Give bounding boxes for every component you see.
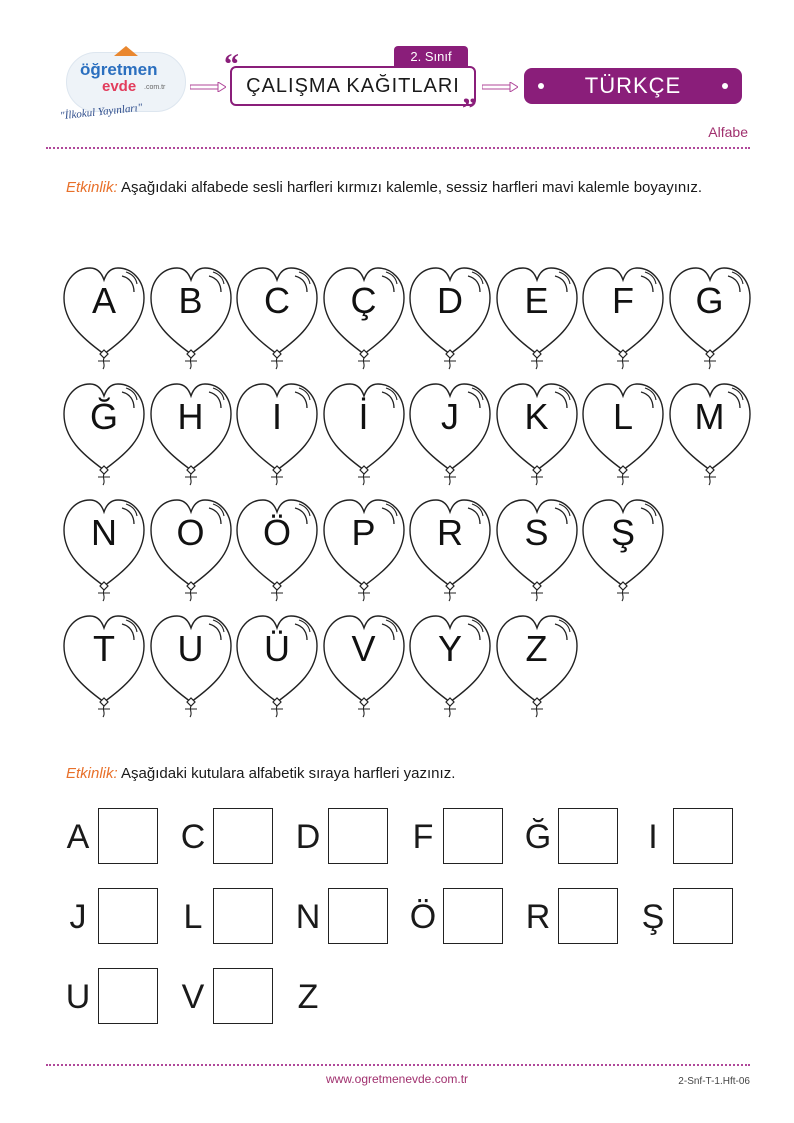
letter-balloon [62,610,146,722]
activity-text: Aşağıdaki kutulara alfabetik sıraya harfleri yazınız. [121,765,456,782]
logo-text-evde: evde [102,78,137,95]
balloon-letter: D [437,280,463,321]
letter-balloon [495,494,579,606]
balloon-letter: T [93,628,115,669]
letter-box-pair [60,808,160,868]
balloon-letter: K [524,396,549,437]
letter-box-pair [635,808,735,868]
answer-box[interactable] [558,808,618,864]
balloon-letter: İ [358,396,369,437]
answer-box[interactable] [213,888,273,944]
letter-balloon [581,378,665,490]
letter-balloon [149,494,233,606]
answer-box[interactable] [558,888,618,944]
open-quote-mark: “ [224,48,239,81]
balloon-letter: Ğ [89,396,118,437]
letter-balloon [322,378,406,490]
balloon-letter: L [612,396,634,437]
activity-1-instruction [66,174,726,201]
letter-box-pair [290,968,390,1028]
letter-balloon [408,262,492,374]
letter-box-pair [175,888,275,948]
letter-balloon [668,378,752,490]
answer-box[interactable] [673,808,733,864]
footer-divider [46,1064,750,1066]
letter-balloon [408,494,492,606]
bullet-icon [538,83,544,89]
logo-house-icon [114,46,138,56]
activity-label: Etkinlik: [66,179,118,196]
letter-box-pair [405,888,505,948]
given-letter: Ğ [524,818,552,856]
given-letter: A [66,818,90,856]
publisher-logo [58,46,198,126]
letter-balloon [62,378,146,490]
balloon-letter: S [524,512,549,553]
logo-tagline: "İlkokul Yayınları" [59,101,143,123]
letter-balloon [235,610,319,722]
given-letter: L [183,898,203,936]
letter-box-pair [290,808,390,868]
letter-balloon [62,494,146,606]
letter-balloon [235,262,319,374]
balloon-letter: U [177,628,204,669]
answer-box[interactable] [213,968,273,1024]
page-code: 2-Snf-T-1.Hft-06 [678,1076,750,1087]
balloon-letter: Y [437,628,462,669]
balloon-letter: P [351,512,376,553]
answer-box[interactable] [98,888,158,944]
letter-balloon [408,610,492,722]
letter-balloon [235,494,319,606]
letter-box-pair [175,968,275,1028]
balloon-letter: H [177,396,204,437]
letter-balloon [62,262,146,374]
letter-balloon [149,262,233,374]
letter-balloon [495,610,579,722]
balloon-letter: B [178,280,203,321]
answer-box[interactable] [213,808,273,864]
activity-label: Etkinlik: [66,765,118,782]
answer-box[interactable] [98,968,158,1024]
balloon-letter: A [91,280,116,321]
given-letter: F [412,818,434,856]
close-quote-mark: ” [462,92,477,125]
balloon-letter: Z [525,628,548,669]
subject-label: TÜRKÇE [584,73,682,98]
logo-domain: .com.tr [144,84,166,91]
balloon-letter: I [271,396,282,437]
letter-box-pair [175,808,275,868]
balloon-letter: E [524,280,549,321]
letter-box-pair [635,888,735,948]
given-letter: I [648,818,658,856]
letter-balloon [495,378,579,490]
header-divider [46,147,750,149]
given-letter: R [525,898,551,936]
arrow-right-icon [482,82,518,92]
letter-box-pair [290,888,390,948]
balloon-letter: Ş [610,512,635,553]
balloon-letter: V [351,628,376,669]
answer-box[interactable] [443,808,503,864]
letter-box-pair [520,808,620,868]
balloon-letter: R [437,512,463,553]
letter-balloon [668,262,752,374]
subject-badge [524,68,742,104]
answer-box[interactable] [328,888,388,944]
answer-box[interactable] [98,808,158,864]
balloon-letter: Ö [262,512,291,553]
balloon-letter: G [695,280,724,321]
logo-text: öğretmen [80,60,158,79]
balloon-letter: J [441,396,459,437]
activity-text: Aşağıdaki alfabede sesli harfleri kırmızı kalemle, sessiz harfleri mavi kalemle boyayınız. [121,179,703,196]
worksheet-title: ÇALIŞMA KAĞITLARI [230,66,476,106]
letter-box-pair [60,968,160,1028]
letter-balloon [581,494,665,606]
given-letter: D [295,818,321,856]
footer-url[interactable]: www.ogretmenevde.com.tr [325,1072,469,1086]
balloon-letter: N [91,512,117,553]
given-letter: V [181,978,205,1016]
letter-balloon [149,378,233,490]
bullet-icon [722,83,728,89]
balloon-letter: M [694,396,725,437]
balloon-letter: F [612,280,634,321]
letter-balloon [322,610,406,722]
given-letter: Ş [641,898,665,936]
arrow-right-icon [190,82,226,92]
answer-box[interactable] [673,888,733,944]
answer-box[interactable] [443,888,503,944]
topic-label: Alfabe [708,124,748,140]
balloon-letter: Ç [350,280,377,321]
letter-balloon [495,262,579,374]
balloon-letter: O [176,512,205,553]
given-letter: Ö [409,898,437,936]
letter-balloon [581,262,665,374]
given-letter: C [180,818,206,856]
letter-box-pair [60,888,160,948]
letter-balloon [322,494,406,606]
letter-box-pair [405,808,505,868]
balloon-letter: Ü [264,628,290,669]
activity-2-instruction [66,760,726,787]
letter-box-pair [520,888,620,948]
letter-balloon [408,378,492,490]
given-letter: J [69,898,87,936]
given-letter: Z [297,978,319,1016]
given-letter: N [295,898,321,936]
letter-balloon [235,378,319,490]
grade-tab: 2. Sınıf [394,46,468,66]
letter-balloon [149,610,233,722]
balloon-letter: C [264,280,290,321]
letter-balloon [322,262,406,374]
given-letter: U [65,978,91,1016]
answer-box[interactable] [328,808,388,864]
